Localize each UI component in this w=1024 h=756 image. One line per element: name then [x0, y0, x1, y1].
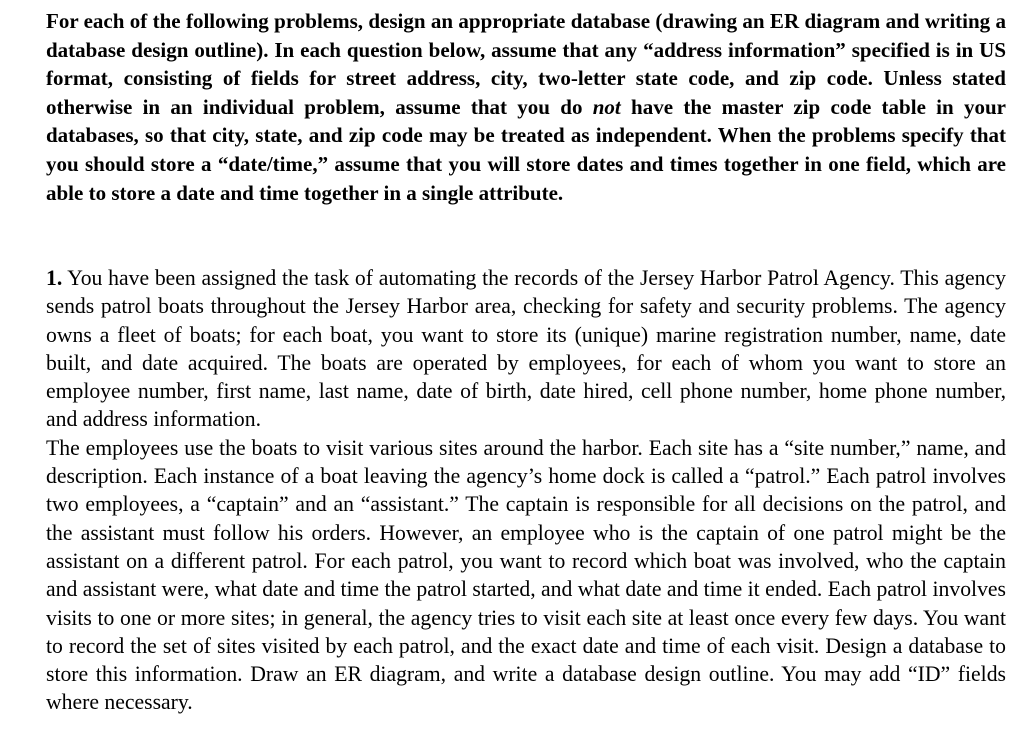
problem-number: 1.	[46, 266, 63, 290]
instructions-paragraph	[46, 7, 1006, 207]
instructions-text-part2: have the master zip code table in your databases, so that city, state, and zip code may be treated as independent. When the problems specify that you should store a “date/time,” assume that you will store dates and times together in one field, which are able to store a date and time together in a single attribute.	[46, 94, 1006, 205]
problem-1-paragraph-2: The employees use the boats to visit various sites around the harbor. Each site has a “site number,” name, and description. Each instance of a boat leaving the agency’s home dock is called a “patrol.” Each patrol involves two employees, a “captain” and an “assistant.” The captain is responsible for all decisions on the patrol, and the assistant must follow his orders. However, an employee who is the captain of one patrol might be the assistant on a different patrol. For each patrol, you want to record which boat was involved, who the captain and assistant were, what date and time the patrol started, and what date and time it ended. Each patrol involves visits to one or more sites; in general, the agency tries to visit each site at least once every few days. You want to record the set of sites visited by each patrol, and the exact date and time of each visit. Design a database to store this information. Draw an ER diagram, and write a database design outline. You may add “ID” fields where necessary.	[46, 435, 1006, 715]
problem-1	[46, 264, 1006, 717]
problem-1-paragraph-1	[46, 264, 1006, 434]
instructions-text-part1: For each of the following problems, design an appropriate database (drawing an ER diagram and writing a database design outline). In each question below, assume that any “address information” specified is in US format, consisting of fields for street address, city, two-letter state code, and zip code. Unless stated otherwise in an individual problem, assume that you do	[46, 9, 1006, 119]
instructions-emphasis: not	[592, 94, 621, 119]
problem-1-paragraph-1-text: You have been assigned the task of automating the records of the Jersey Harbor Patrol Agency. This agency sends patrol boats throughout the Jersey Harbor area, checking for safety and security problems. The agency owns a fleet of boats; for each boat, you want to store its (unique) marine registration number, name, date built, and date acquired. The boats are operated by employees, for each of whom you want to store an employee number, first name, last name, date of birth, date hired, cell phone number, home phone number, and address information.	[46, 266, 1006, 432]
